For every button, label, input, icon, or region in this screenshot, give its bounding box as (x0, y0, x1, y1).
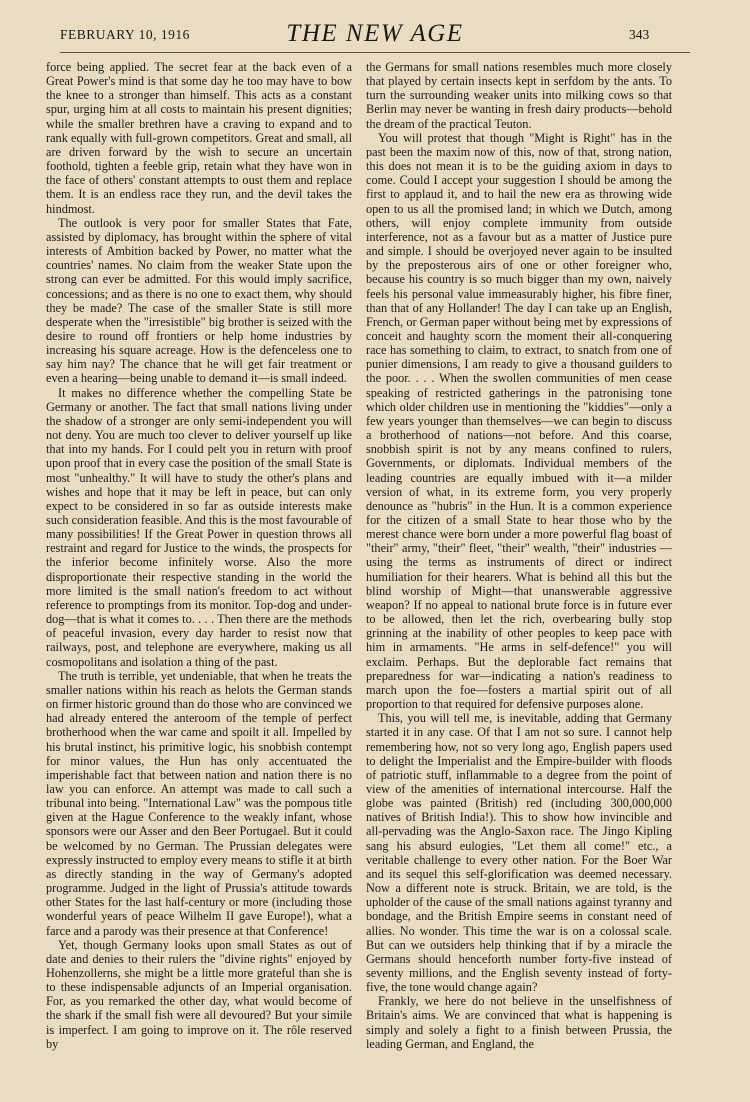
paragraph: Yet, though Germany looks upon small States as out of date and denies to their rulers the "divine rights" enjoyed by Hohenzollerns, she might be a little more grateful than she is to these indispensable adjuncts of an Imperial organisation. For, as you remarked the other day, what would become of the shark if the small fish were all devoured? But your simile is imperfect. I am going to improve on it. The rôle reserved by (46, 937, 352, 1051)
paragraph: force being applied. The secret fear at the back even of a Great Power's mind is that some day he too may have to bow the knee to a stronger than himself. This acts as a constant spur, urging him at all costs to maintain his present dignities; while the smaller brethren have a craving to expand and to rank equally with full-grown competitors. Great and small, all are driven forward by the wish to secure an uncertain foothold, tighten a feeble grip, retain what they have won in the face of others' constant attempts to oust them and replace them. It is an endless race they run, and the devil takes the hindmost. (46, 60, 352, 216)
paragraph: Frankly, we here do not believe in the unselfishness of Britain's aims. We are convinced that what is happening is simply and solely a fight to a finish between Prussia, the leading German, and England, the (366, 994, 672, 1051)
publication-title: THE NEW AGE (286, 20, 464, 47)
paragraph: the Germans for small nations resembles much more closely that played by certain insects kept in serfdom by the ants. To turn the surrounding weaker units into milking cows so that Berlin may never be wanting in fresh dairy products—behold the dream of the practical Teuton. (366, 60, 672, 131)
paragraph: The outlook is very poor for smaller States that Fate, assisted by diplomacy, has brought within the sphere of vital interests of Ambition backed by Power, no matter what the countries' names. No claim from the weaker State upon the strong can ever be admitted. For this would imply sacrifice, concessions; and as there is no one to exact them, why should they be made? The case of the smaller State is still more desperate when the "irresistible" big brother is seized with the desire to round off frontiers or help home industries by increasing his square acreage. How is the defenceless one to say him nay? The chance that he will get fair treatment or even a hearing—being unable to demand it—is small indeed. (46, 215, 352, 386)
paragraph: This, you will tell me, is inevitable, adding that Germany started it in any case. Of that I am not so sure. I cannot help remembering how, not so very long ago, English papers used to delight the Imperialist and the Empire-builder with floods of patriotic stuff, inflammable to a degree from the point of view of the amenities of international intercourse. Half the globe was painted (British) red (including 300,000,000 natives of British India!). This to show how invincible and all-pervading was the Anglo-Saxon race. The Jingo Kipling sang his absurd eulogies, "Let them all come!" etc., a veritable challenge to every other nation. For the Boer War and its sequel this self-glorification was deemed necessary. Now a different note is struck. Britain, we are told, is the upholder of the cause of the small nations against tyranny and bondage, and the British Empire seems in constant need of allies. No wonder. This time the war is on a colossal scale. But can we outsiders help thinking that if by a miracle the Germans should henceforth number forty-five instead of seventy millions, and the English seventy instead of forty-five, the tone would change again? (366, 711, 672, 995)
page-number: 343 (629, 27, 650, 42)
right-column (366, 60, 672, 1092)
page-header (0, 0, 750, 62)
paragraph: The truth is terrible, yet undeniable, that when he treats the smaller nations within his reach as helots the German stands on firmer historic ground than do those who are convinced we had already entered the anteroom of the temple of perfect brotherhood when the war came and spoilt it all. Impelled by his brutal instinct, his primitive logic, his snobbish contempt for minor values, the Hun has only accentuated the imperishable fact that between nation and nation there is no law you can enforce. An attempt was made to call such a tribunal into being. "International Law" was the pompous title given at the Hague Conference to the weakly infant, whose sponsors were our Asser and den Beer Portugael. But it could be welcomed by no German. The Prussian delegates were expressly instructed to employ every means to stifle it at birth as directly standing in the way of Germany's adopted programme. Judged in the light of Prussia's attitude towards other States for the last half-century or more (including those wonderful years of peace Wilhelm II gave Europe!), what a farce and a parody was their presence at that Conference! (46, 668, 352, 938)
left-column (46, 60, 352, 1092)
issue-date: FEBRUARY 10, 1916 (60, 27, 190, 42)
paragraph: You will protest that though "Might is Right" has in the past been the maxim now of this, now of that, strong nation, this does not mean it is to be the guiding axiom in days to come. Could I accept your suggestion I should be among the first to applaud it, and to hail the new era as throwing wide open to us all the promised land; in which we Dutch, among others, will enjoy complete immunity from outside interference, not as a favour but as a matter of Justice pure and simple. I should be overjoyed never again to be insulted by the preposterous airs of one or other foreigner who, because his country is so much bigger than my own, naively feels his personal value immeasurably higher, his fibre finer, than that of any Hollander! The day I can take up an English, French, or German paper without being met by expressions of conceit and haughty scorn the moment their all-conquering race has something to claim, to extract, to snatch from one of punier dimensions, I am ready to give a thousand guilders to the poor. . . . When the swollen communities of men cease speaking of restricted gatherings in the patronising tone which older children use in mentioning the "kiddies"—only a few years younger than themselves—we can begin to discuss a brotherhood of nations—not before. And this coarse, snobbish spirit is not by any means confined to rulers, Governments, or diplomats. Individual members of the leading countries are equally imbued with it—a milder version of what, in its extreme form, you very properly denounce as "hubris" in the Hun. It is a common experience for the citizen of a small State to hear those who by the merest chance were born under a more powerful flag boast of "their" army, "their" fleet, "their" wealth, "their" industries —using the terms as instruments of direct or indirect humiliation for their hearers. What is behind all this but the blind worship of Might—that unanswerable aggressive weapon? If no appeal to national brute force is in future ever to be allowed, then let the rich, overbearing bully stop grinning at the inability of other peoples to keep pace with him in armaments. "He arms in self-defence!" you will exclaim. Perhaps. But the deplorable fact remains that preparedness for war—indicating a nation's readiness to march upon the foe—fosters a martial spirit out of all proportion to that required for defensive purposes alone. (366, 130, 672, 712)
header-rule (60, 52, 690, 53)
paragraph: It makes no difference whether the compelling State be Germany or another. The fact that small nations living under the shadow of a stronger are only semi-independent you will not deny. You are much too clever to deliver yourself up like that into my hands. For I could pelt you in return with proof upon proof that in every case the position of the small State is most "unhealthy." It will have to study the other's plans and wishes and hope that it may be left in peace, but can only expect to be considered in so far as outside interests make such consideration feasible. And this is the most favourable of many possibilities! If the Great Power in question throws all restraint and regard for Justice to the winds, the prospects for the inferior become infinitely worse. Also the more disproportionate their respective standing in the world the more limited is the small nation's freedom to act without reference to promptings from its monitor. Top-dog and under-dog—that is what it comes to. . . . Then there are the methods of peaceful invasion, every day harder to resist now that railways, post, and telephone are everywhere, making us all cosmopolitans and isolation a thing of the past. (46, 385, 352, 669)
